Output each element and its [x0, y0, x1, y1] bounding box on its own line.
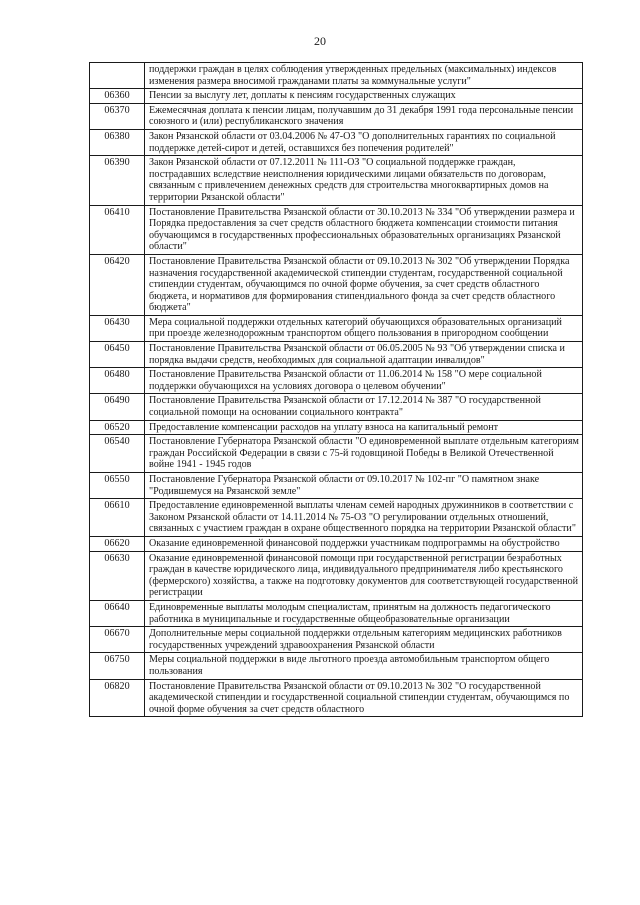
row-description: Закон Рязанской области от 07.12.2011 № 111-ОЗ "О социальной поддержке граждан, пострадавших вследствие неисполнения юридическими лицами обязательств по договорам, связанным с привлечением денежных средств для строительства многоквартирных домов на территории Рязанской области" — [145, 156, 583, 205]
row-code: 06490 — [90, 394, 145, 420]
row-description: поддержки граждан в целях соблюдения утвержденных предельных (максимальных) индексов изменения размера вносимой гражданами платы за коммунальные услуги" — [145, 63, 583, 89]
table-row — [90, 435, 583, 473]
row-code: 06820 — [90, 679, 145, 717]
table-row — [90, 103, 583, 129]
row-code: 06420 — [90, 254, 145, 315]
table-row — [90, 89, 583, 104]
budget-codes-table — [89, 62, 583, 717]
table-row — [90, 368, 583, 394]
row-code: 06640 — [90, 600, 145, 626]
row-description: Постановление Правительства Рязанской области от 30.10.2013 № 334 "Об утверждении размера и Порядка предоставления за счет средств областного бюджета компенсации стоимости питания обучающимся в государственных профессиональных образовательных организациях Рязанской области" — [145, 205, 583, 254]
row-code: 06750 — [90, 653, 145, 679]
row-code: 06410 — [90, 205, 145, 254]
row-code: 06670 — [90, 627, 145, 653]
row-code: 06520 — [90, 420, 145, 435]
row-code: 06550 — [90, 473, 145, 499]
row-description: Ежемесячная доплата к пенсии лицам, получавшим до 31 декабря 1991 года персональные пенсии союзного и (или) республиканского значения — [145, 103, 583, 129]
row-description: Закон Рязанской области от 03.04.2006 № 47-ОЗ "О дополнительных гарантиях по социальной поддержке детей-сирот и детей, оставшихся без попечения родителей" — [145, 129, 583, 155]
table-row — [90, 129, 583, 155]
row-description: Оказание единовременной финансовой помощи при государственной регистрации безработных граждан в качестве юридического лица, индивидуального предпринимателя либо крестьянского (фермерского) хозяйства, а также на подготовку документов для соответствующей государственной регистрации — [145, 551, 583, 600]
table-row — [90, 156, 583, 205]
row-code: 06390 — [90, 156, 145, 205]
row-description: Меры социальной поддержки в виде льготного проезда автомобильным транспортом общего пользования — [145, 653, 583, 679]
row-code: 06610 — [90, 499, 145, 537]
row-description: Мера социальной поддержки отдельных категорий обучающихся образовательных организаций при проезде железнодорожным транспортом общего пользования в пригородном сообщении — [145, 315, 583, 341]
row-description: Постановление Правительства Рязанской области от 06.05.2005 № 93 "Об утверждении списка и порядка выдачи средств, необходимых для социальной адаптации инвалидов" — [145, 342, 583, 368]
row-description: Постановление Правительства Рязанской области от 09.10.2013 № 302 "Об утверждении Порядка назначения государственной академической стипендии студентам, государственной социальной стипендии студентам, обучающимся по очной форме обучения, за счет средств областного бюджета, и нормативов для формирования стипендиального фонда за счет средств областного бюджета" — [145, 254, 583, 315]
table-row — [90, 420, 583, 435]
row-code: 06380 — [90, 129, 145, 155]
row-code: 06480 — [90, 368, 145, 394]
row-code: 06540 — [90, 435, 145, 473]
row-description: Постановление Правительства Рязанской области от 09.10.2013 № 302 "О государственной академической стипендии и государственной социальной стипендии студентам, обучающимся по очной форме обучения за счет средств областного — [145, 679, 583, 717]
row-description: Пенсии за выслугу лет, доплаты к пенсиям государственных служащих — [145, 89, 583, 104]
table-row — [90, 315, 583, 341]
row-code: 06370 — [90, 103, 145, 129]
table-row — [90, 679, 583, 717]
row-code: 06630 — [90, 551, 145, 600]
row-description: Предоставление единовременной выплаты членам семей народных дружинников в соответствии с Законом Рязанской области от 14.11.2014 № 75-ОЗ "О регулировании отдельных отношений, связанных с участием граждан в охране общественного порядка на территории Рязанской области" — [145, 499, 583, 537]
table-row — [90, 205, 583, 254]
table-row — [90, 473, 583, 499]
row-description: Предоставление компенсации расходов на уплату взноса на капитальный ремонт — [145, 420, 583, 435]
table-row — [90, 342, 583, 368]
table-row — [90, 394, 583, 420]
row-description: Постановление Правительства Рязанской области от 11.06.2014 № 158 "О мере социальной поддержки обучающихся на условиях договора о целевом обучении" — [145, 368, 583, 394]
table-row — [90, 63, 583, 89]
row-code: 06360 — [90, 89, 145, 104]
table-row — [90, 499, 583, 537]
table-row — [90, 600, 583, 626]
page-number: 20 — [314, 34, 326, 48]
row-description: Постановление Губернатора Рязанской области от 09.10.2017 № 102-пг "О памятном знаке "Родившемуся на Рязанской земле" — [145, 473, 583, 499]
row-description: Единовременные выплаты молодым специалистам, принятым на должность педагогического работника в муниципальные и государственные общеобразовательные организации — [145, 600, 583, 626]
row-description: Постановление Губернатора Рязанской области "О единовременной выплате отдельным категориям граждан Российской Федерации в связи с 75-й годовщиной Победы в Великой Отечественной войне 1941 - 1945 годов — [145, 435, 583, 473]
row-description: Оказание единовременной финансовой поддержки участникам подпрограммы на обустройство — [145, 536, 583, 551]
row-description: Дополнительные меры социальной поддержки отдельным категориям медицинских работников государственных учреждений здравоохранения Рязанской области — [145, 627, 583, 653]
row-code — [90, 63, 145, 89]
table-row — [90, 551, 583, 600]
row-code: 06430 — [90, 315, 145, 341]
table-row — [90, 627, 583, 653]
row-description: Постановление Правительства Рязанской области от 17.12.2014 № 387 "О государственной социальной помощи на основании социального контракта" — [145, 394, 583, 420]
row-code: 06450 — [90, 342, 145, 368]
table-row — [90, 536, 583, 551]
table-row — [90, 254, 583, 315]
table-row — [90, 653, 583, 679]
row-code: 06620 — [90, 536, 145, 551]
table-body — [90, 63, 583, 717]
